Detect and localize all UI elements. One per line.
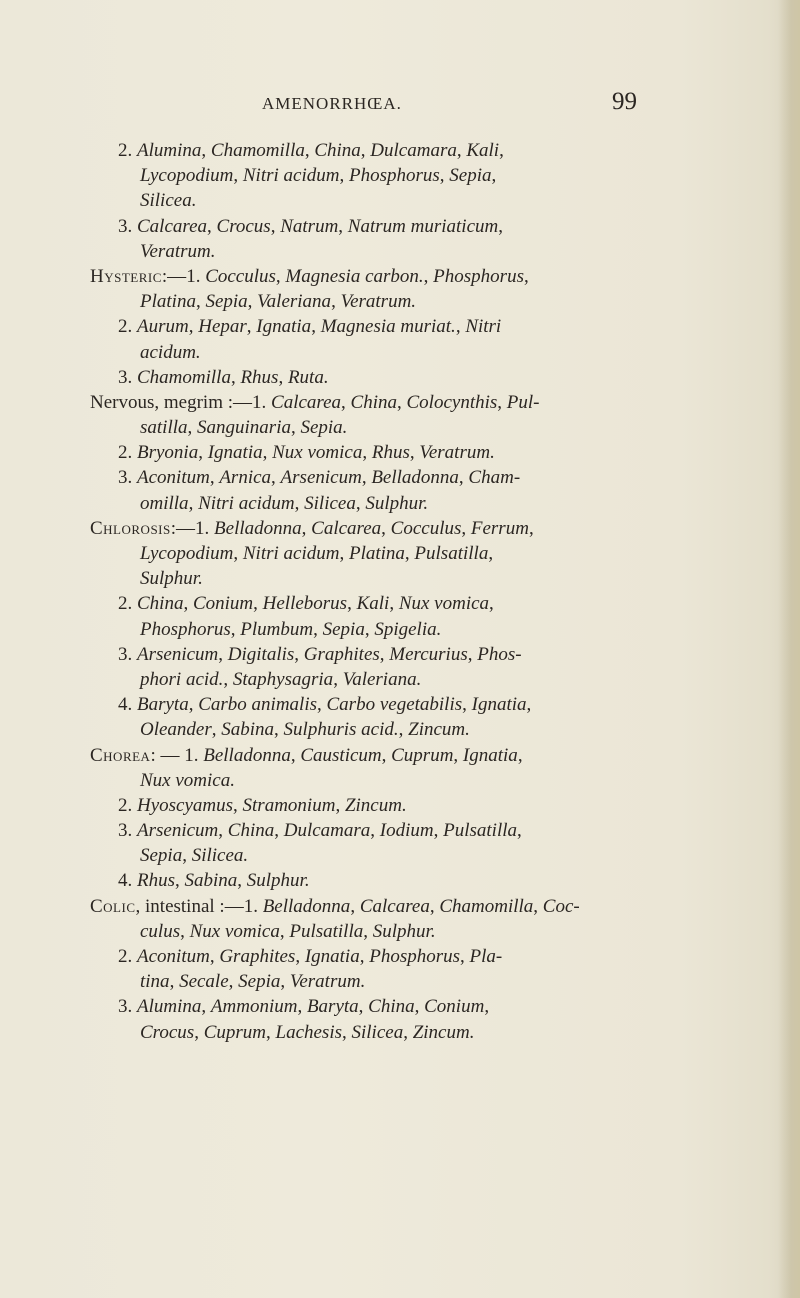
text-line bbox=[90, 1020, 650, 1045]
line-text: Lycopodium, Nitri acidum, Phosphorus, Sepia, bbox=[140, 165, 497, 187]
text-line bbox=[90, 340, 650, 365]
line-text: 3. Chamomilla, Rhus, Ruta. bbox=[118, 366, 329, 388]
line-text: 4. Baryta, Carbo animalis, Carbo vegetabilis, Ignatia, bbox=[118, 694, 532, 716]
text-line bbox=[90, 994, 650, 1019]
line-text: Lycopodium, Nitri acidum, Platina, Pulsatilla, bbox=[140, 543, 494, 564]
section-heading: Hysteric bbox=[90, 265, 162, 287]
section-heading: Colic bbox=[90, 895, 136, 917]
page-edge bbox=[778, 0, 800, 1298]
text-line bbox=[90, 843, 650, 868]
text-line bbox=[90, 214, 650, 239]
text-line bbox=[90, 969, 650, 994]
text-line bbox=[90, 465, 650, 490]
line-text: : — 1. Belladonna, Causticum, Cuprum, Ignatia, bbox=[150, 744, 523, 766]
line-text: acidum. bbox=[140, 341, 201, 363]
line-text: 2. China, Conium, Helleborus, Kali, Nux vomica, bbox=[118, 593, 494, 615]
text-line bbox=[90, 692, 650, 717]
text-line bbox=[90, 365, 650, 390]
text-line bbox=[90, 768, 650, 793]
text-line bbox=[90, 743, 650, 768]
line-text: , intestinal :—1. Belladonna, Calcarea, Chamomilla, Coc- bbox=[135, 895, 580, 917]
line-text: 2. Aconitum, Graphites, Ignatia, Phosphorus, Pla- bbox=[118, 946, 503, 967]
text-line bbox=[90, 717, 650, 742]
line-text: 3. Calcarea, Crocus, Natrum, Natrum muriaticum, bbox=[118, 215, 503, 237]
line-text: 3. Alumina, Ammonium, Baryta, China, Conium, bbox=[118, 996, 490, 1018]
line-text: 3. Arsenicum, China, Dulcamara, Iodium, Pulsatilla, bbox=[118, 820, 522, 842]
text-line bbox=[90, 289, 650, 314]
line-text: 2. Hyoscyamus, Stramonium, Zincum. bbox=[118, 794, 407, 816]
text-line bbox=[90, 944, 650, 969]
text-line bbox=[90, 440, 650, 465]
line-text: tina, Secale, Sepia, Veratrum. bbox=[140, 971, 366, 993]
text-line bbox=[90, 566, 650, 591]
line-text: 2. Bryonia, Ignatia, Nux vomica, Rhus, Veratrum. bbox=[118, 442, 495, 464]
text-line bbox=[90, 239, 650, 264]
text-line bbox=[90, 868, 650, 893]
line-text: :—1. Belladonna, Calcarea, Cocculus, Ferrum, bbox=[170, 517, 534, 539]
line-text: Crocus, Cuprum, Lachesis, Silicea, Zincum. bbox=[140, 1021, 475, 1043]
text-line bbox=[90, 591, 650, 616]
text-line bbox=[90, 516, 650, 541]
line-text: 2. Alumina, Chamomilla, China, Dulcamara, Kali, bbox=[118, 140, 504, 161]
line-text: Platina, Sepia, Valeriana, Veratrum. bbox=[140, 291, 417, 313]
line-text: Nervous, megrim :—1. Calcarea, China, Colocynthis, Pul- bbox=[90, 391, 540, 413]
section-heading: Chorea bbox=[90, 744, 151, 766]
text-line bbox=[90, 138, 650, 163]
text-line bbox=[90, 491, 650, 516]
line-text: 3. Arsenicum, Digitalis, Graphites, Mercurius, Phos- bbox=[118, 643, 522, 665]
running-head: AMENORRHŒA. bbox=[262, 94, 402, 113]
line-text: 2. Aurum, Hepar, Ignatia, Magnesia muriat., Nitri bbox=[118, 316, 502, 338]
line-text: phori acid., Staphysagria, Valeriana. bbox=[140, 668, 422, 690]
text-line bbox=[90, 919, 650, 944]
text-line bbox=[90, 642, 650, 667]
line-text: Sulphur. bbox=[140, 568, 203, 590]
line-text: Phosphorus, Plumbum, Sepia, Spigelia. bbox=[140, 618, 442, 640]
line-text: :—1. Cocculus, Magnesia carbon., Phosphorus, bbox=[161, 265, 529, 287]
line-text: Silicea. bbox=[140, 190, 197, 212]
line-text: omilla, Nitri acidum, Silicea, Sulphur. bbox=[140, 492, 429, 514]
line-text: Nux vomica. bbox=[140, 769, 235, 791]
section-heading: Chlorosis bbox=[90, 517, 171, 539]
page-number: 99 bbox=[612, 88, 637, 115]
text-line bbox=[90, 793, 650, 818]
line-text: culus, Nux vomica, Pulsatilla, Sulphur. bbox=[140, 920, 436, 942]
text-line bbox=[90, 541, 650, 566]
text-line bbox=[90, 163, 650, 188]
text-line bbox=[90, 415, 650, 440]
body-text bbox=[90, 138, 650, 1045]
text-line bbox=[90, 390, 650, 415]
text-line bbox=[90, 617, 650, 642]
line-text: Oleander, Sabina, Sulphuris acid., Zincum. bbox=[140, 719, 470, 741]
line-text: satilla, Sanguinaria, Sepia. bbox=[140, 417, 348, 439]
text-line bbox=[90, 818, 650, 843]
line-text: Sepia, Silicea. bbox=[140, 845, 249, 867]
text-line bbox=[90, 264, 650, 289]
text-line bbox=[90, 314, 650, 339]
text-line bbox=[90, 667, 650, 692]
line-text: 4. Rhus, Sabina, Sulphur. bbox=[118, 870, 310, 892]
text-line bbox=[90, 894, 650, 919]
page-header bbox=[0, 88, 800, 122]
line-text: Veratrum. bbox=[140, 240, 216, 262]
line-text: 3. Aconitum, Arnica, Arsenicum, Belladonna, Cham- bbox=[118, 467, 521, 489]
text-line bbox=[90, 188, 650, 213]
